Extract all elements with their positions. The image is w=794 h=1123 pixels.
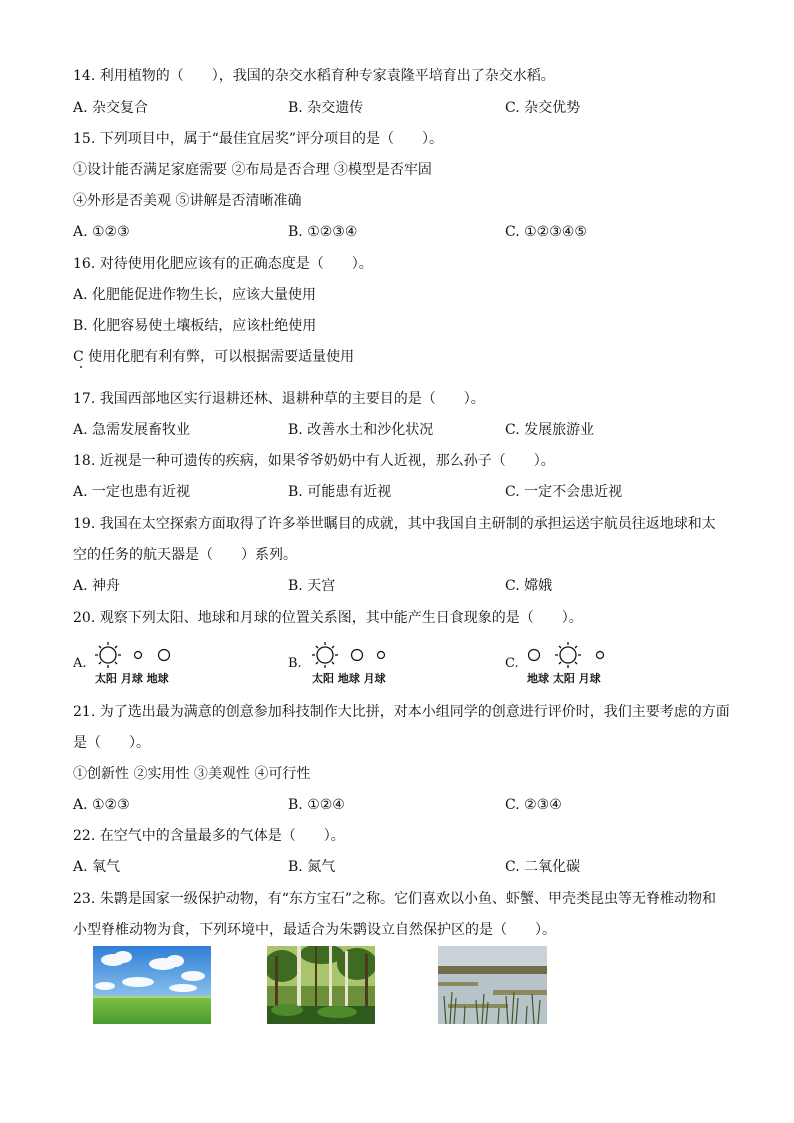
moon-icon: [595, 650, 605, 660]
question-22-stem: 22. 在空气中的含量最多的气体是（ ）。: [73, 828, 345, 844]
q20-option-b-letter: B.: [288, 656, 302, 671]
q22-option-c: C. 二氧化碳: [505, 859, 581, 875]
q17-option-c: C. 发展旅游业: [505, 422, 595, 438]
q18-option-c: C. 一定不会患近视: [505, 484, 623, 500]
question-19-stem-line-2: 空的任务的航天器是（ ）系列。: [73, 547, 297, 563]
question-18-stem: 18. 近视是一种可遗传的疾病，如果爷爷奶奶中有人近视，那么孙子（ ）。: [73, 453, 555, 469]
q20-option-c-letter: C.: [505, 656, 519, 671]
sun-icon: [555, 642, 585, 672]
q21-option-a: A. ①②③: [73, 797, 130, 813]
sun-icon: [312, 642, 342, 672]
q14-option-b: B. 杂交遗传: [288, 100, 364, 116]
q20-option-a-letter: A.: [73, 656, 87, 671]
q21-option-b: B. ①②④: [288, 797, 345, 813]
question-14-stem: 14. 利用植物的（ ），我国的杂交水稻育种专家袁隆平培育出了杂交水稻。: [73, 68, 555, 84]
question-23-stem-line-2: 小型脊椎动物为食，下列环境中，最适合为朱鹮设立自然保护区的是（ ）。: [73, 922, 556, 938]
earth-icon: [527, 648, 541, 662]
moon-icon: [133, 650, 143, 660]
question-21-stem-line-1: 21. 为了选出最为满意的创意参加科技制作大比拼，对本小组同学的创意进行评价时，我们主要考虑的方面: [73, 704, 730, 720]
q19-option-b: B. 天宫: [288, 578, 336, 594]
q20-diagram-c: [505, 642, 655, 688]
q20-option-a-labels: 太阳 月球 地球: [95, 672, 169, 685]
forest-photo: [267, 946, 375, 1024]
grassland-photo: [93, 946, 211, 1024]
wetland-photo: [438, 946, 547, 1024]
q14-option-a: A. 杂交复合: [73, 100, 149, 116]
q15-option-c: C. ①②③④⑤: [505, 224, 587, 240]
question-20-stem: 20. 观察下列太阳、地球和月球的位置关系图，其中能产生日食现象的是（ ）。: [73, 610, 583, 626]
question-23-stem-line-1: 23. 朱鹮是国家一级保护动物，有“东方宝石”之称。它们喜欢以小鱼、虾蟹、甲壳类昆虫等无脊椎动物和: [73, 891, 717, 907]
question-21-stem-line-2: 是（ ）。: [73, 735, 150, 751]
q20-option-c-labels: 地球 太阳 月球: [527, 672, 601, 685]
q21-items-line: ①创新性 ②实用性 ③美观性 ④可行性: [73, 766, 311, 782]
q16-option-b: B. 化肥容易使土壤板结，应该杜绝使用: [73, 318, 317, 334]
q22-option-a: A. 氧气: [73, 859, 121, 875]
q14-option-c: C. 杂交优势: [505, 100, 581, 116]
stray-dot: [80, 366, 82, 368]
q18-option-a: A. 一定也患有近视: [73, 484, 191, 500]
q15-items-line-1: ①设计能否满足家庭需要 ②布局是否合理 ③模型是否牢固: [73, 162, 432, 178]
earth-icon: [157, 648, 171, 662]
moon-icon: [376, 650, 386, 660]
q17-option-b: B. 改善水土和沙化状况: [288, 422, 434, 438]
question-16-stem: 16. 对待使用化肥应该有的正确态度是（ ）。: [73, 256, 373, 272]
q20-option-b-labels: 太阳 地球 月球: [312, 672, 386, 685]
sun-icon: [95, 642, 125, 672]
q19-option-a: A. 神舟: [73, 578, 121, 594]
q17-option-a: A. 急需发展畜牧业: [73, 422, 191, 438]
q15-option-b: B. ①②③④: [288, 224, 358, 240]
q20-diagram-b: [288, 642, 428, 688]
earth-icon: [350, 648, 364, 662]
q15-option-a: A. ①②③: [73, 224, 130, 240]
question-15-stem: 15. 下列项目中，属于“最佳宜居奖”评分项目的是（ ）。: [73, 131, 444, 147]
question-19-stem-line-1: 19. 我国在太空探索方面取得了许多举世瞩目的成就，其中我国自主研制的承担运送宇航员往返地球和太: [73, 516, 716, 532]
q15-items-line-2: ④外形是否美观 ⑤讲解是否清晰准确: [73, 193, 302, 209]
q16-option-c: C 使用化肥有利有弊，可以根据需要适量使用: [73, 349, 355, 365]
q19-option-c: C. 嫦娥: [505, 578, 553, 594]
q18-option-b: B. 可能患有近视: [288, 484, 392, 500]
q21-option-c: C. ②③④: [505, 797, 562, 813]
q22-option-b: B. 氮气: [288, 859, 336, 875]
q16-option-a: A. 化肥能促进作物生长，应该大量使用: [73, 287, 317, 303]
q20-diagram-a: [73, 642, 213, 688]
question-17-stem: 17. 我国西部地区实行退耕还林、退耕种草的主要目的是（ ）。: [73, 391, 485, 407]
